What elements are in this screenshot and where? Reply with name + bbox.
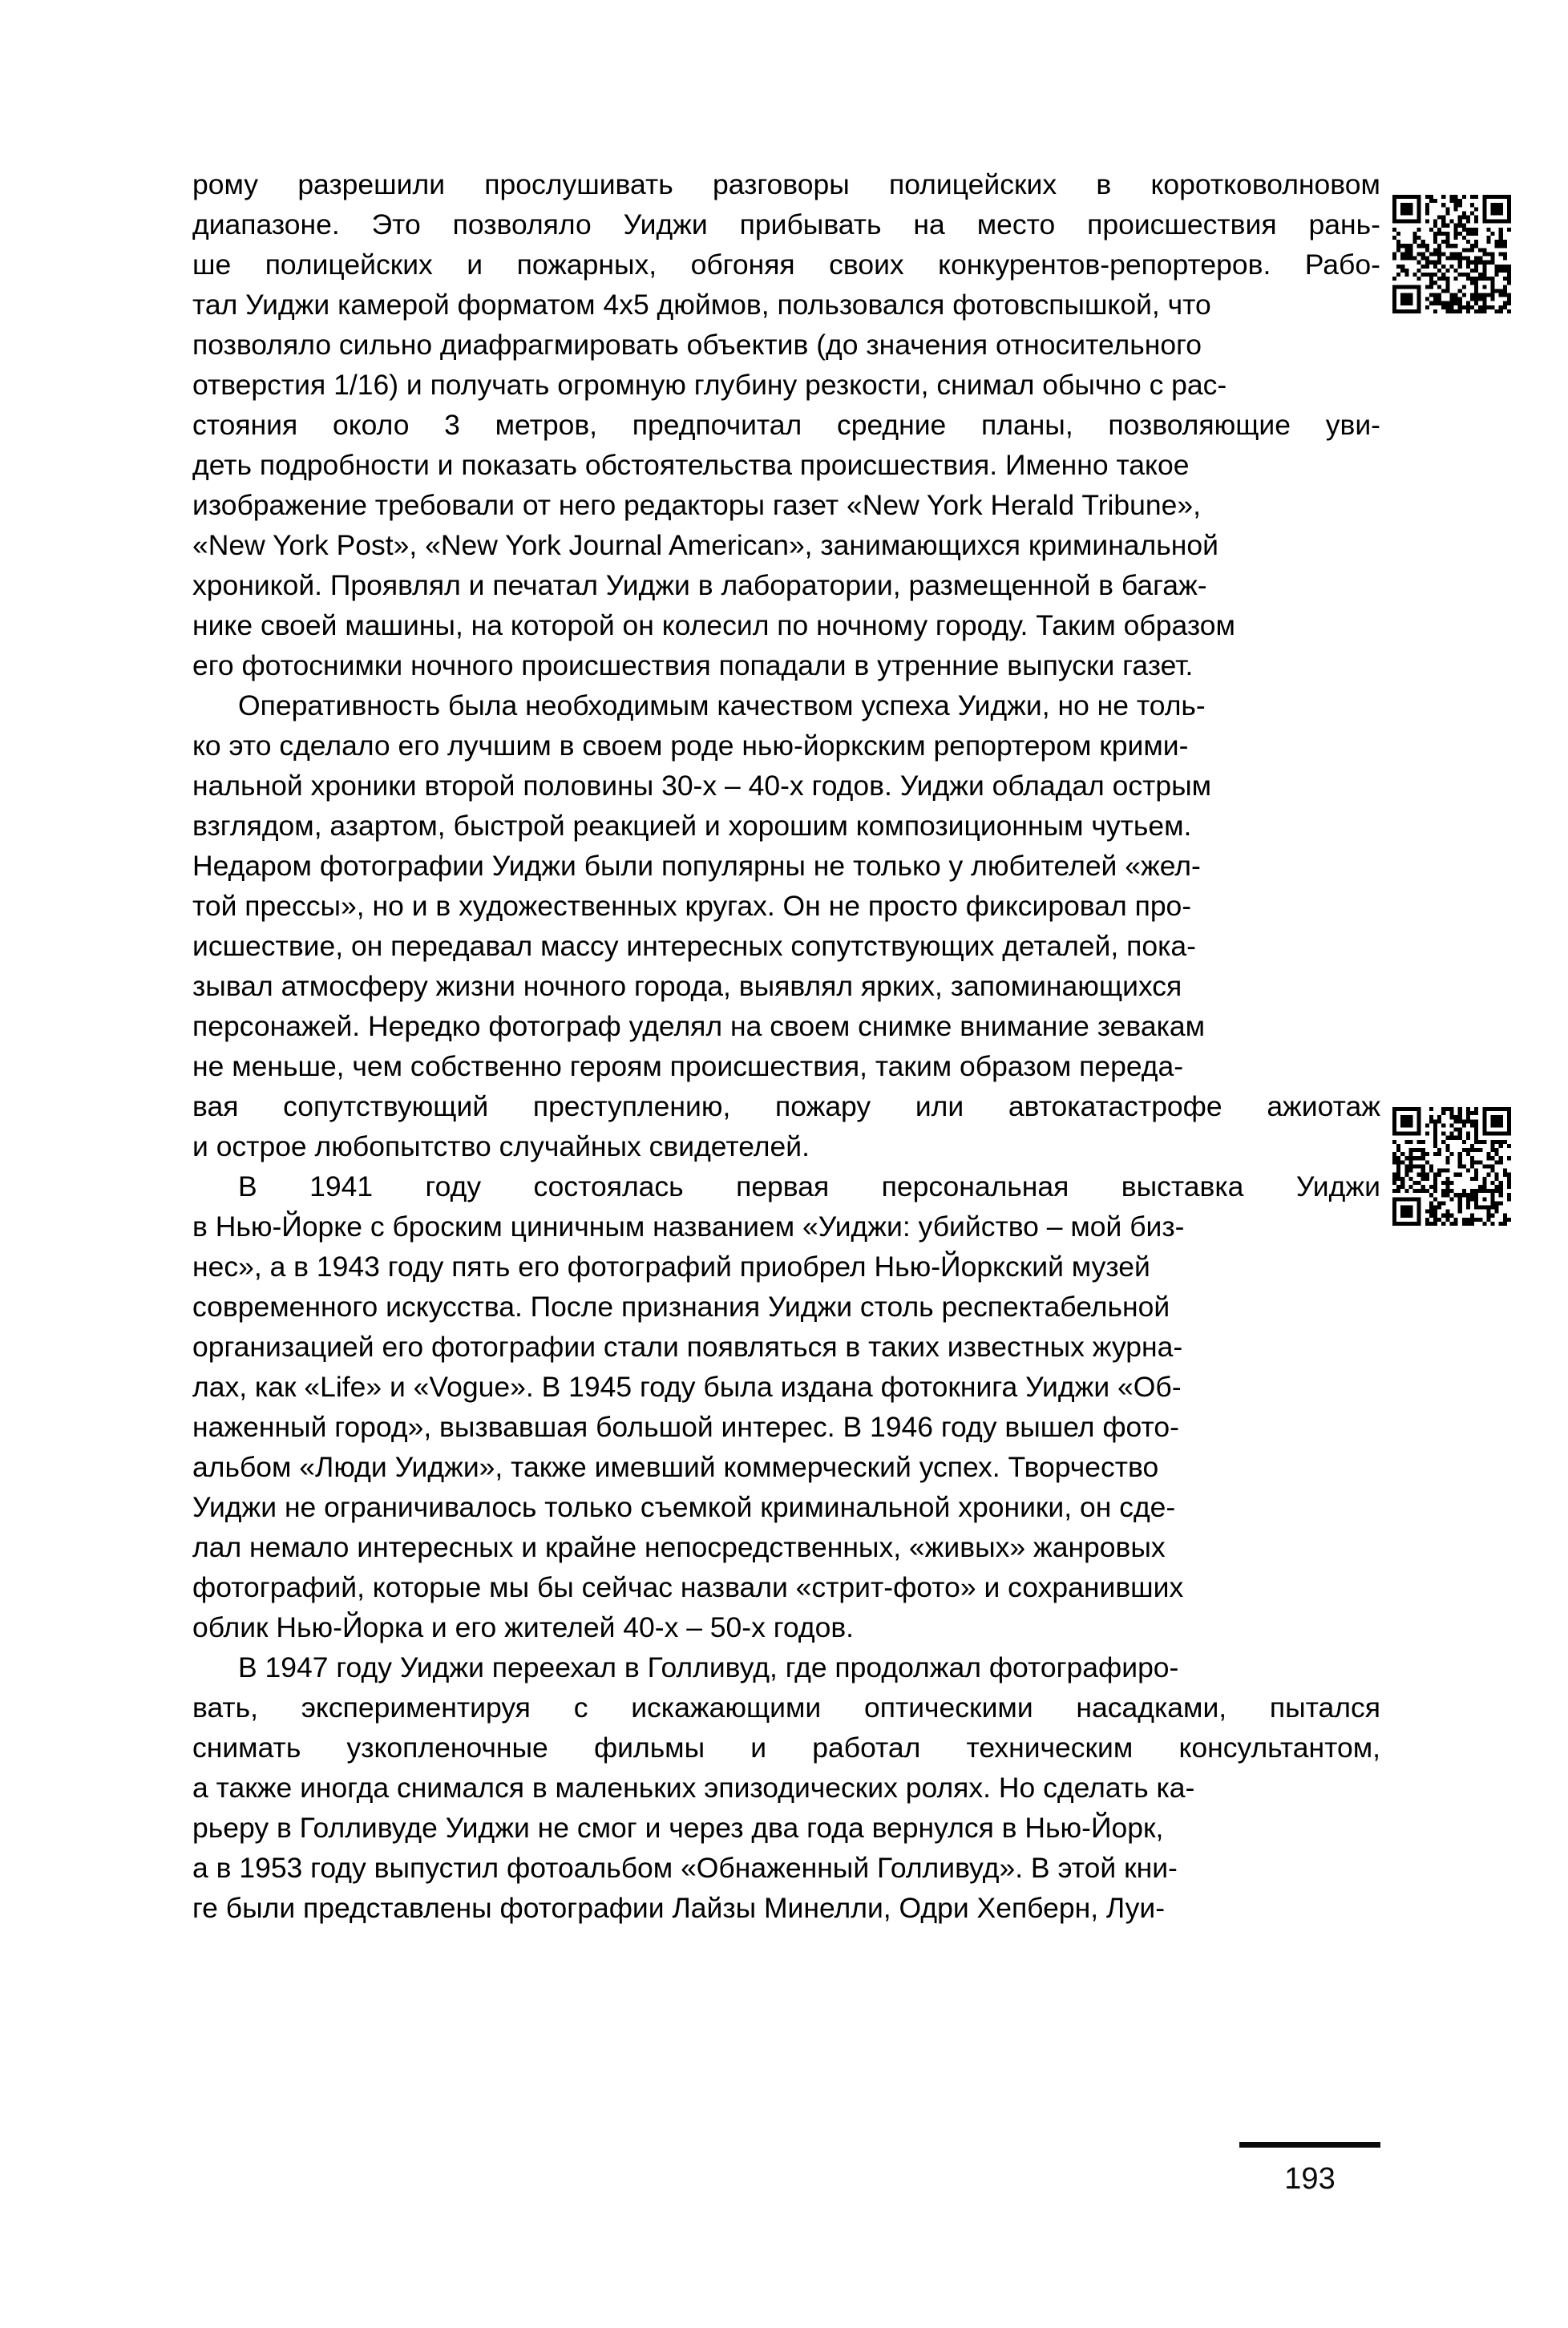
text-line: альбом «Люди Уиджи», также имевший коммерческий успех. Творчество <box>192 1451 1159 1483</box>
text-line: облик Нью-Йорка и его жителей 40-х – 50-х годов. <box>192 1611 855 1643</box>
text-word: фильмы <box>593 1732 705 1764</box>
text-line: нике своей машины, на которой он колесил по ночному городу. Таким образом <box>192 609 1235 641</box>
text-line <box>192 1687 1380 1728</box>
text-word: и <box>750 1732 767 1764</box>
text-word: вая <box>192 1090 239 1122</box>
text-word: с <box>573 1691 588 1724</box>
text-word: разрешили <box>297 168 446 200</box>
text-word: техническим <box>966 1732 1134 1764</box>
text-word: средние <box>836 409 947 441</box>
text-word: планы, <box>981 409 1073 441</box>
text-word: место <box>976 208 1056 240</box>
text-word: своих <box>829 249 904 281</box>
page-number: 193 <box>1284 2162 1336 2196</box>
text-word: 3 <box>444 409 460 441</box>
text-word: Это <box>371 208 421 240</box>
text-word: прибывать <box>739 208 882 240</box>
text-word: ажиотаж <box>1267 1090 1380 1122</box>
text-word: или <box>915 1090 964 1122</box>
text-word: состоялась <box>533 1170 684 1202</box>
text-line <box>192 1728 1380 1768</box>
text-word: рому <box>192 168 259 200</box>
text-word: работал <box>812 1732 921 1764</box>
text-line: фотографий, которые мы бы сейчас назвали «стрит-фото» и сохранивших <box>192 1571 1184 1603</box>
text-line: а также иногда снимался в маленьких эпизодических ролях. Но сделать ка- <box>192 1772 1195 1804</box>
text-word: полицейских <box>889 168 1057 200</box>
text-line <box>192 1166 1380 1206</box>
text-line: современного искусства. После признания Уиджи столь респектабельной <box>192 1291 1170 1323</box>
text-line: его фотоснимки ночного происшествия попадали в утренние выпуски газет. <box>192 649 1194 681</box>
text-line: той прессы», но и в художественных кругах. Он не просто фиксировал про- <box>192 890 1192 922</box>
text-line: ге были представлены фотографии Лайзы Минелли, Одри Хепберн, Луи- <box>192 1892 1166 1924</box>
text-word: персональная <box>881 1170 1069 1202</box>
text-word: позволяющие <box>1108 409 1291 441</box>
body-text-column <box>192 164 1380 1928</box>
text-word: насадками, <box>1076 1691 1227 1724</box>
text-word: сопутствующий <box>283 1090 489 1122</box>
text-word: В <box>238 1170 257 1202</box>
text-line: нальной хроники второй половины 30-х – 40-х годов. Уиджи обладал острым <box>192 770 1212 802</box>
text-line: не меньше, чем собственно героям происшествия, таким образом переда- <box>192 1050 1184 1082</box>
text-word: разговоры <box>712 168 850 200</box>
text-line: взглядом, азартом, быстрой реакцией и хорошим композиционным чутьем. <box>192 810 1192 842</box>
text-line <box>192 204 1380 245</box>
text-word: преступлению, <box>532 1090 731 1122</box>
text-line: а в 1953 году выпустил фотоальбом «Обнаженный Голливуд». В этой кни- <box>192 1852 1178 1884</box>
text-word: узкопленочные <box>346 1732 548 1764</box>
text-word: оптическими <box>864 1691 1033 1724</box>
text-word: автокатастрофе <box>1008 1090 1222 1122</box>
text-line: персонажей. Нередко фотограф уделял на своем снимке внимание зевакам <box>192 1010 1206 1042</box>
text-line: исшествие, он передавал массу интересных сопутствующих деталей, пока- <box>192 930 1196 962</box>
text-line: деть подробности и показать обстоятельства происшествия. Именно такое <box>192 449 1190 481</box>
text-line: Недаром фотографии Уиджи были популярны не только у любителей «жел- <box>192 850 1201 882</box>
text-word: позволяло <box>452 208 592 240</box>
text-line: наженный город», вызвавшая большой интерес. В 1946 году вышел фото- <box>192 1411 1179 1443</box>
text-word: вать, <box>192 1691 259 1724</box>
text-word: снимать <box>192 1732 301 1764</box>
text-line: рьеру в Голливуде Уиджи не смог и через два года вернулся в Нью-Йорк, <box>192 1812 1164 1844</box>
text-word: предпочитал <box>632 409 802 441</box>
text-word: уви- <box>1325 409 1380 441</box>
text-line: и острое любопытство случайных свидетелей. <box>192 1130 810 1162</box>
text-word: коротковолновом <box>1150 168 1380 200</box>
text-word: Уиджи <box>623 208 708 240</box>
text-word: экспериментируя <box>301 1691 531 1724</box>
text-line <box>192 1086 1380 1126</box>
text-line: лал немало интересных и крайне непосредственных, «живых» жанровых <box>192 1531 1166 1563</box>
text-word: Рабо- <box>1304 249 1380 281</box>
text-line: ко это сделало его лучшим в своем роде нью-йоркским репортером крими- <box>192 730 1189 762</box>
text-line: тал Уиджи камерой форматом 4х5 дюймов, пользовался фотовспышкой, что <box>192 289 1211 321</box>
text-word: рань- <box>1308 208 1380 240</box>
text-line: изображение требовали от него редакторы газет «New York Herald Tribune», <box>192 489 1201 521</box>
qr-code-middle <box>1392 1107 1511 1226</box>
text-line: хроникой. Проявлял и печатал Уиджи в лаборатории, размещенной в багаж- <box>192 569 1207 601</box>
text-line: отверстия 1/16) и получать огромную глубину резкости, снимал обычно с рас- <box>192 369 1227 401</box>
page-number-rule <box>1239 2142 1380 2148</box>
text-line: нес», а в 1943 году пять его фотографий приобрел Нью-Йоркский музей <box>192 1251 1150 1283</box>
text-word: конкурентов-репортеров. <box>938 249 1271 281</box>
text-word: пожару <box>775 1090 871 1122</box>
text-line: зывал атмосферу жизни ночного города, выявлял ярких, запоминающихся <box>192 970 1182 1002</box>
text-line: лах, как «Life» и «Vogue». В 1945 году была издана фотокнига Уиджи «Об- <box>192 1371 1182 1403</box>
qr-code-top <box>1392 195 1511 313</box>
text-word: происшествия <box>1087 208 1277 240</box>
text-line: Уиджи не ограничивалось только съемкой криминальной хроники, он сде- <box>192 1491 1176 1523</box>
text-word: году <box>425 1170 482 1202</box>
text-word: диапазоне. <box>192 208 340 240</box>
text-word: в <box>1096 168 1112 200</box>
text-word: пытался <box>1269 1691 1380 1724</box>
text-line: организацией его фотографии стали появляться в таких известных журна- <box>192 1331 1183 1363</box>
text-word: около <box>332 409 410 441</box>
text-word: обгоняя <box>690 249 795 281</box>
text-word: полицейских <box>265 249 433 281</box>
text-word: ше <box>192 249 232 281</box>
text-word: стояния <box>192 409 298 441</box>
text-word: на <box>913 208 945 240</box>
text-line <box>192 164 1380 204</box>
text-word: и <box>467 249 483 281</box>
text-word: выставка <box>1121 1170 1244 1202</box>
text-line <box>192 405 1380 445</box>
text-line: В 1947 году Уиджи переехал в Голливуд, где продолжал фотографиро- <box>238 1651 1179 1683</box>
text-word: первая <box>736 1170 830 1202</box>
text-line: Оперативность была необходимым качеством успеха Уиджи, но не толь- <box>238 689 1206 721</box>
text-line: «New York Post», «New York Journal American», занимающихся криминальной <box>192 529 1218 561</box>
text-line: в Нью-Йорке с броским циничным названием «Уиджи: убийство – мой биз- <box>192 1210 1185 1243</box>
text-word: прослушивать <box>484 168 673 200</box>
text-word: пожарных, <box>516 249 657 281</box>
text-word: искажающими <box>631 1691 822 1724</box>
text-word: консультантом, <box>1178 1732 1380 1764</box>
text-line: позволяло сильно диафрагмировать объектив (до значения относительного <box>192 329 1202 361</box>
text-line <box>192 245 1380 285</box>
text-word: 1941 <box>309 1170 374 1202</box>
text-word: метров, <box>495 409 598 441</box>
text-word: Уиджи <box>1295 1170 1380 1202</box>
